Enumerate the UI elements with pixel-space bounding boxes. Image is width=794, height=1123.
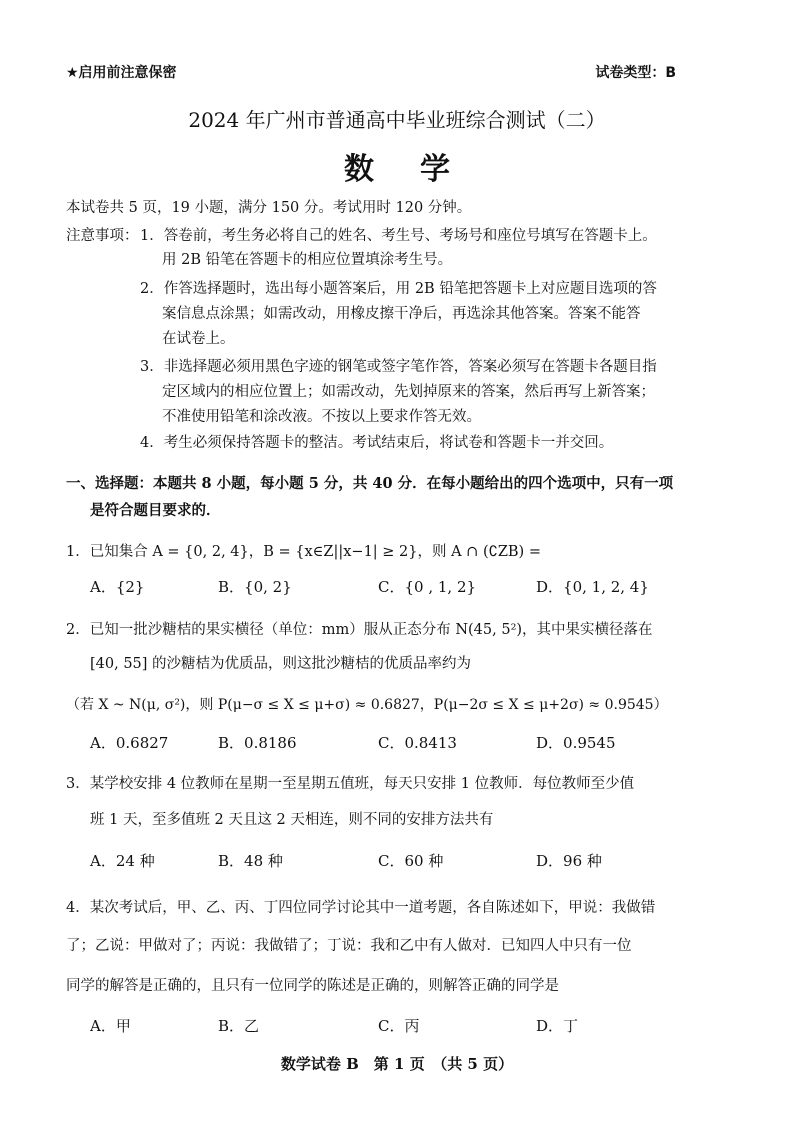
note-3-line-1: 3．非选择题必须用黑色字迹的钢笔或签字笔作答，答案必须写在答题卡各题目指 — [140, 359, 657, 375]
exam-title: 2024 年广州市普通高中毕业班综合测试（二） — [188, 108, 606, 132]
question-3-option-b[interactable]: B．48 种 — [218, 852, 283, 870]
note-3-line-3: 不准使用铅笔和涂改液。不按以上要求作答无效。 — [162, 409, 481, 425]
note-1-line-2: 用 2B 铅笔在答题卡的相应位置填涂考生号。 — [162, 252, 453, 268]
question-2-text-line-2: [40, 55] 的沙糖桔为优质品，则这批沙糖桔的优质品率约为 — [90, 656, 472, 672]
question-2-option-a[interactable]: A．0.6827 — [90, 734, 169, 752]
section-1-heading-line-1: 一、选择题：本题共 8 小题，每小题 5 分，共 40 分．在每小题给出的四个选项中，只有一项 — [66, 475, 674, 492]
note-2-line-2: 案信息点涂黑；如需改动，用橡皮擦干净后，再选涂其他答案。答案不能答 — [162, 306, 641, 322]
question-1-text: 1．已知集合 A = {0, 2, 4}，B = {x∈Z||x−1| ≥ 2}，则 A ∩ (∁ZB) = — [66, 544, 541, 560]
note-4-line-1: 4．考生必须保持答题卡的整洁。考试结束后，将试卷和答题卡一并交回。 — [140, 435, 614, 451]
note-2-line-1: 2．作答选择题时，选出每小题答案后，用 2B 铅笔把答题卡上对应题目选项的答 — [140, 281, 657, 297]
notes-label: 注意事项： — [66, 228, 139, 244]
question-3-option-a[interactable]: A．24 种 — [90, 852, 155, 870]
question-1-option-b[interactable]: B．{0, 2} — [218, 578, 292, 596]
question-4-option-b[interactable]: B．乙 — [218, 1017, 260, 1035]
question-1-option-c[interactable]: C．{0 , 1, 2} — [378, 578, 477, 596]
question-4-option-a[interactable]: A．甲 — [90, 1017, 131, 1035]
exam-intro: 本试卷共 5 页，19 小题，满分 150 分。考试用时 120 分钟。 — [66, 200, 472, 216]
question-2-option-d[interactable]: D．0.9545 — [536, 734, 616, 752]
note-2-line-3: 在试卷上。 — [162, 331, 235, 347]
question-4-option-c[interactable]: C．丙 — [378, 1017, 420, 1035]
question-2-option-b[interactable]: B．0.8186 — [218, 734, 297, 752]
paper-type-label: 试卷类型：B — [595, 65, 676, 81]
section-1-heading-line-2: 是符合题目要求的． — [90, 502, 221, 519]
question-4-text-line-3: 同学的解答是正确的，且只有一位同学的陈述是正确的，则解答正确的同学是 — [66, 978, 559, 994]
question-1-option-d[interactable]: D．{0, 1, 2, 4} — [536, 578, 649, 596]
question-3-text-line-1: 3．某学校安排 4 位教师在星期一至星期五值班，每天只安排 1 位教师．每位教师至少值 — [66, 776, 635, 792]
question-2-hint: （若 X ~ N(μ, σ²)，则 P(μ−σ ≤ X ≤ μ+σ) ≈ 0.6827，P(μ−2σ ≤ X ≤ μ+2σ) ≈ 0.9545） — [66, 697, 668, 713]
note-1-line-1: 1．答卷前，考生务必将自己的姓名、考生号、考场号和座位号填写在答题卡上。 — [140, 228, 657, 244]
question-3-option-c[interactable]: C．60 种 — [378, 852, 444, 870]
question-4-option-d[interactable]: D．丁 — [536, 1017, 579, 1035]
subject-title: 数学 — [344, 152, 496, 187]
question-1-option-a[interactable]: A．{2} — [90, 578, 145, 596]
question-3-text-line-2: 班 1 天，至多值班 2 天且这 2 天相连，则不同的安排方法共有 — [90, 812, 494, 828]
confidential-label: ★启用前注意保密 — [66, 65, 177, 81]
page-footer: 数学试卷 B 第 1 页 （共 5 页） — [280, 1055, 514, 1073]
question-4-text-line-1: 4．某次考试后，甲、乙、丙、丁四位同学讨论其中一道考题，各自陈述如下，甲说：我做错 — [66, 900, 656, 916]
question-3-option-d[interactable]: D．96 种 — [536, 852, 602, 870]
question-2-text-line-1: 2．已知一批沙糖桔的果实横径（单位：mm）服从正态分布 N(45, 5²)，其中果实横径落在 — [66, 622, 653, 638]
question-2-option-c[interactable]: C．0.8413 — [378, 734, 457, 752]
question-4-text-line-2: 了；乙说：甲做对了；丙说：我做错了；丁说：我和乙中有人做对．已知四人中只有一位 — [66, 938, 632, 954]
note-3-line-2: 定区域内的相应位置上；如需改动，先划掉原来的答案，然后再写上新答案； — [162, 384, 655, 400]
